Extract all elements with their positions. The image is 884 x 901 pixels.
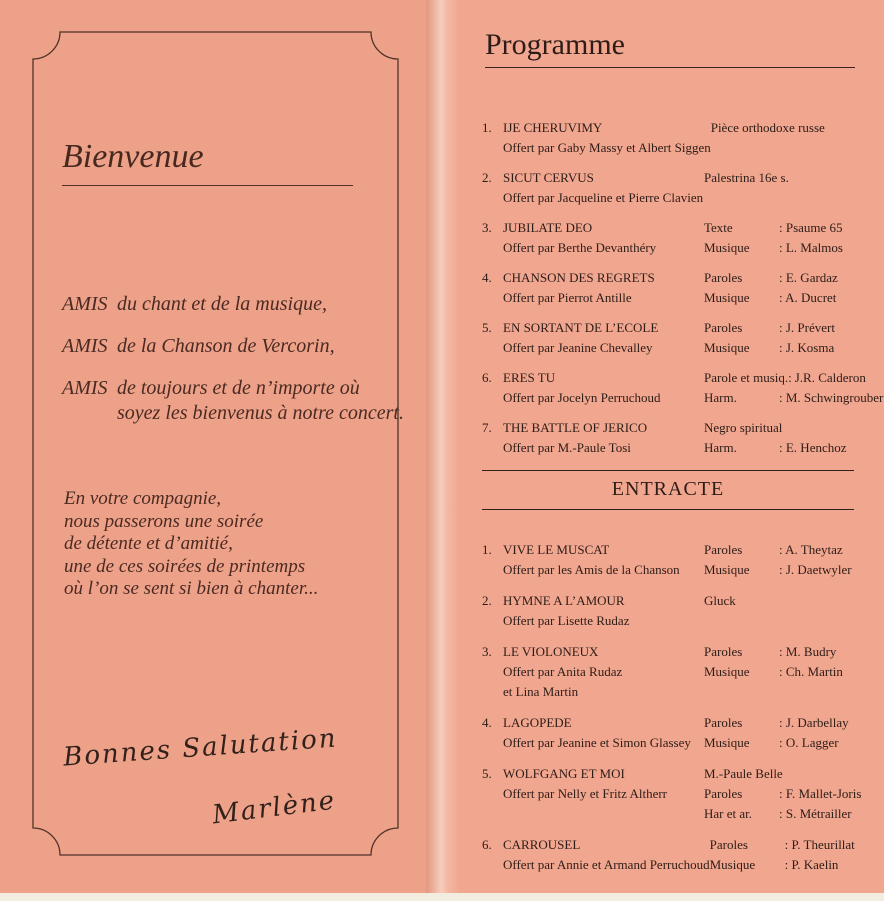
credit-value: : E. Henchoz bbox=[779, 440, 847, 455]
credit-label: Paroles bbox=[704, 715, 743, 730]
item-number: 6. bbox=[482, 370, 492, 385]
program-item bbox=[482, 591, 862, 631]
item-offert: Offert par Jeanine Chevalley bbox=[503, 340, 653, 355]
item-credits bbox=[704, 168, 862, 208]
program-item bbox=[482, 118, 862, 158]
item-number: 2. bbox=[482, 170, 492, 185]
paragraph-line: En votre compagnie, bbox=[64, 488, 222, 509]
program-item bbox=[482, 268, 862, 308]
paragraph-line: une de ces soirées de printemps bbox=[64, 555, 306, 577]
credit-value: : O. Lagger bbox=[779, 735, 839, 750]
credit-label: Paroles bbox=[704, 320, 743, 335]
handwritten-signature-name: Marlène bbox=[210, 785, 338, 831]
paragraph-line: de détente et d’amitié, bbox=[64, 533, 233, 554]
credit-label: Texte bbox=[704, 220, 733, 235]
item-title: EN SORTANT DE L’ECOLE bbox=[503, 320, 659, 335]
credit-label: Gluck bbox=[704, 593, 736, 608]
credit-label: Paroles bbox=[704, 644, 743, 659]
credit-label: Parole et musiq.: bbox=[704, 370, 792, 385]
handwritten-signature-greeting: Bonnes Salutation bbox=[62, 723, 339, 773]
paragraph-line: où l’on se sent si bien à chanter... bbox=[64, 578, 319, 599]
item-title: ERES TU bbox=[503, 370, 556, 385]
amis-item bbox=[62, 376, 422, 426]
item-number: 2. bbox=[482, 593, 492, 608]
item-title: CHANSON DES REGRETS bbox=[503, 270, 655, 285]
amis-item bbox=[62, 292, 422, 317]
item-offert: Offert par M.-Paule Tosi bbox=[503, 440, 631, 455]
credit-value: : J. Kosma bbox=[779, 340, 835, 355]
item-number: 3. bbox=[482, 220, 492, 235]
item-number: 1. bbox=[482, 120, 492, 135]
welcome-paragraph bbox=[64, 488, 318, 601]
program-item bbox=[482, 418, 862, 458]
program-item bbox=[482, 540, 862, 580]
program-item bbox=[482, 368, 884, 408]
item-number: 1. bbox=[482, 542, 492, 557]
amis-prefix: AMIS bbox=[62, 335, 108, 357]
credit-label: M.-Paule Belle bbox=[704, 766, 783, 781]
item-title: WOLFGANG ET MOI bbox=[503, 766, 625, 781]
credit-value: : A. Ducret bbox=[779, 290, 837, 305]
item-title: VIVE LE MUSCAT bbox=[503, 542, 610, 557]
credit-label: Paroles bbox=[704, 542, 743, 557]
credit-value: : Ch. Martin bbox=[779, 664, 843, 679]
scan-bottom-edge bbox=[0, 893, 884, 901]
item-title: JUBILATE DEO bbox=[503, 220, 593, 235]
item-title: LAGOPEDE bbox=[503, 715, 572, 730]
program-list-first-part bbox=[482, 118, 884, 468]
item-offert: Offert par Jeanine et Simon Glassey bbox=[503, 735, 691, 750]
amis-text bbox=[117, 376, 404, 426]
amis-text: de la Chanson de Vercorin, bbox=[117, 335, 335, 357]
credit-label: Musique bbox=[709, 857, 756, 872]
item-credits bbox=[711, 118, 862, 158]
item-offert: Offert par Berthe Devanthéry bbox=[503, 240, 657, 255]
item-credits bbox=[704, 540, 862, 580]
item-credits bbox=[704, 642, 862, 702]
program-item bbox=[482, 642, 862, 702]
credit-label: Musique bbox=[704, 290, 750, 305]
item-offert-line2: et Lina Martin bbox=[503, 684, 579, 699]
item-credits bbox=[704, 268, 862, 308]
item-credits bbox=[704, 318, 862, 358]
credit-label: Paroles bbox=[709, 837, 748, 852]
item-credits bbox=[704, 591, 862, 631]
credit-value: : E. Gardaz bbox=[779, 270, 838, 285]
credit-label: Negro spiritual bbox=[704, 420, 783, 435]
credit-value: J.R. Calderon bbox=[794, 370, 866, 385]
credit-label: Paroles bbox=[704, 270, 743, 285]
program-item bbox=[482, 713, 862, 753]
item-credits bbox=[710, 835, 862, 875]
item-offert: Offert par Jocelyn Perruchoud bbox=[503, 390, 661, 405]
amis-prefix: AMIS bbox=[62, 293, 108, 315]
item-offert: Offert par Lisette Rudaz bbox=[503, 613, 630, 628]
item-number: 5. bbox=[482, 766, 492, 781]
program-list-second-part bbox=[482, 540, 862, 886]
item-offert: Offert par Anita Rudaz bbox=[503, 664, 623, 679]
credit-value: : S. Métrailler bbox=[779, 806, 852, 821]
amis-item bbox=[62, 334, 422, 359]
item-title: SICUT CERVUS bbox=[503, 170, 594, 185]
paragraph-line: nous passerons une soirée bbox=[64, 510, 264, 532]
program-item bbox=[482, 764, 862, 824]
credit-value: : M. Budry bbox=[779, 644, 837, 659]
credit-label: Musique bbox=[704, 664, 750, 679]
item-offert: Offert par Pierrot Antille bbox=[503, 290, 632, 305]
item-offert: Offert par Jacqueline et Pierre Clavien bbox=[503, 190, 704, 205]
item-title: THE BATTLE OF JERICO bbox=[503, 420, 648, 435]
credit-label: Musique bbox=[704, 240, 750, 255]
credit-value: : F. Mallet-Joris bbox=[779, 786, 862, 801]
item-credits bbox=[704, 418, 862, 458]
item-credits bbox=[704, 764, 862, 824]
item-credits bbox=[704, 218, 862, 258]
credit-label: Palestrina 16e s. bbox=[704, 170, 789, 185]
program-item bbox=[482, 168, 862, 208]
item-number: 5. bbox=[482, 320, 492, 335]
credit-value: : J. Daetwyler bbox=[779, 562, 852, 577]
item-title: CARROUSEL bbox=[503, 837, 581, 852]
credit-value: : J. Prévert bbox=[779, 320, 835, 335]
item-offert: Offert par Annie et Armand Perruchoud bbox=[503, 857, 710, 872]
amis-text-line2: soyez les bienvenus à notre concert. bbox=[117, 402, 404, 424]
program-item bbox=[482, 318, 862, 358]
credit-value: : Psaume 65 bbox=[779, 220, 843, 235]
amis-prefix: AMIS bbox=[62, 377, 108, 399]
amis-text-line1: de toujours et de n’importe où bbox=[117, 377, 360, 399]
amis-list bbox=[62, 292, 422, 443]
item-offert: Offert par les Amis de la Chanson bbox=[503, 562, 680, 577]
item-number: 6. bbox=[482, 837, 492, 852]
credit-label: Harm. bbox=[704, 390, 737, 405]
credit-value: : J. Darbellay bbox=[779, 715, 849, 730]
credit-label: Musique bbox=[704, 735, 750, 750]
credit-label: Har et ar. bbox=[704, 806, 753, 821]
credit-value: : P. Kaelin bbox=[784, 857, 839, 872]
credit-label: Harm. bbox=[704, 440, 737, 455]
credit-value: : P. Theurillat bbox=[784, 837, 855, 852]
entracte-banner: ENTRACTE bbox=[482, 470, 854, 510]
item-offert: Offert par Nelly et Fritz Altherr bbox=[503, 786, 668, 801]
credit-label: Paroles bbox=[704, 786, 743, 801]
credit-value: : A. Theytaz bbox=[779, 542, 843, 557]
item-number: 3. bbox=[482, 644, 492, 659]
item-title: IJE CHERUVIMY bbox=[503, 120, 603, 135]
credit-label: Musique bbox=[704, 340, 750, 355]
item-title: HYMNE A L’AMOUR bbox=[503, 593, 625, 608]
program-title: Programme bbox=[485, 28, 855, 68]
item-offert: Offert par Gaby Massy et Albert Siggen bbox=[503, 140, 711, 155]
item-title: LE VIOLONEUX bbox=[503, 644, 599, 659]
item-number: 4. bbox=[482, 270, 492, 285]
welcome-title: Bienvenue bbox=[62, 138, 353, 186]
credit-label: Pièce orthodoxe russe bbox=[710, 120, 825, 135]
program-item bbox=[482, 218, 862, 258]
credit-label: Musique bbox=[704, 562, 750, 577]
item-number: 4. bbox=[482, 715, 492, 730]
credit-value: : M. Schwingrouber bbox=[779, 390, 884, 405]
amis-text: du chant et de la musique, bbox=[117, 293, 327, 315]
credit-value: : L. Malmos bbox=[779, 240, 843, 255]
item-credits bbox=[704, 713, 862, 753]
program-item bbox=[482, 835, 862, 875]
item-credits bbox=[704, 368, 883, 408]
item-number: 7. bbox=[482, 420, 492, 435]
